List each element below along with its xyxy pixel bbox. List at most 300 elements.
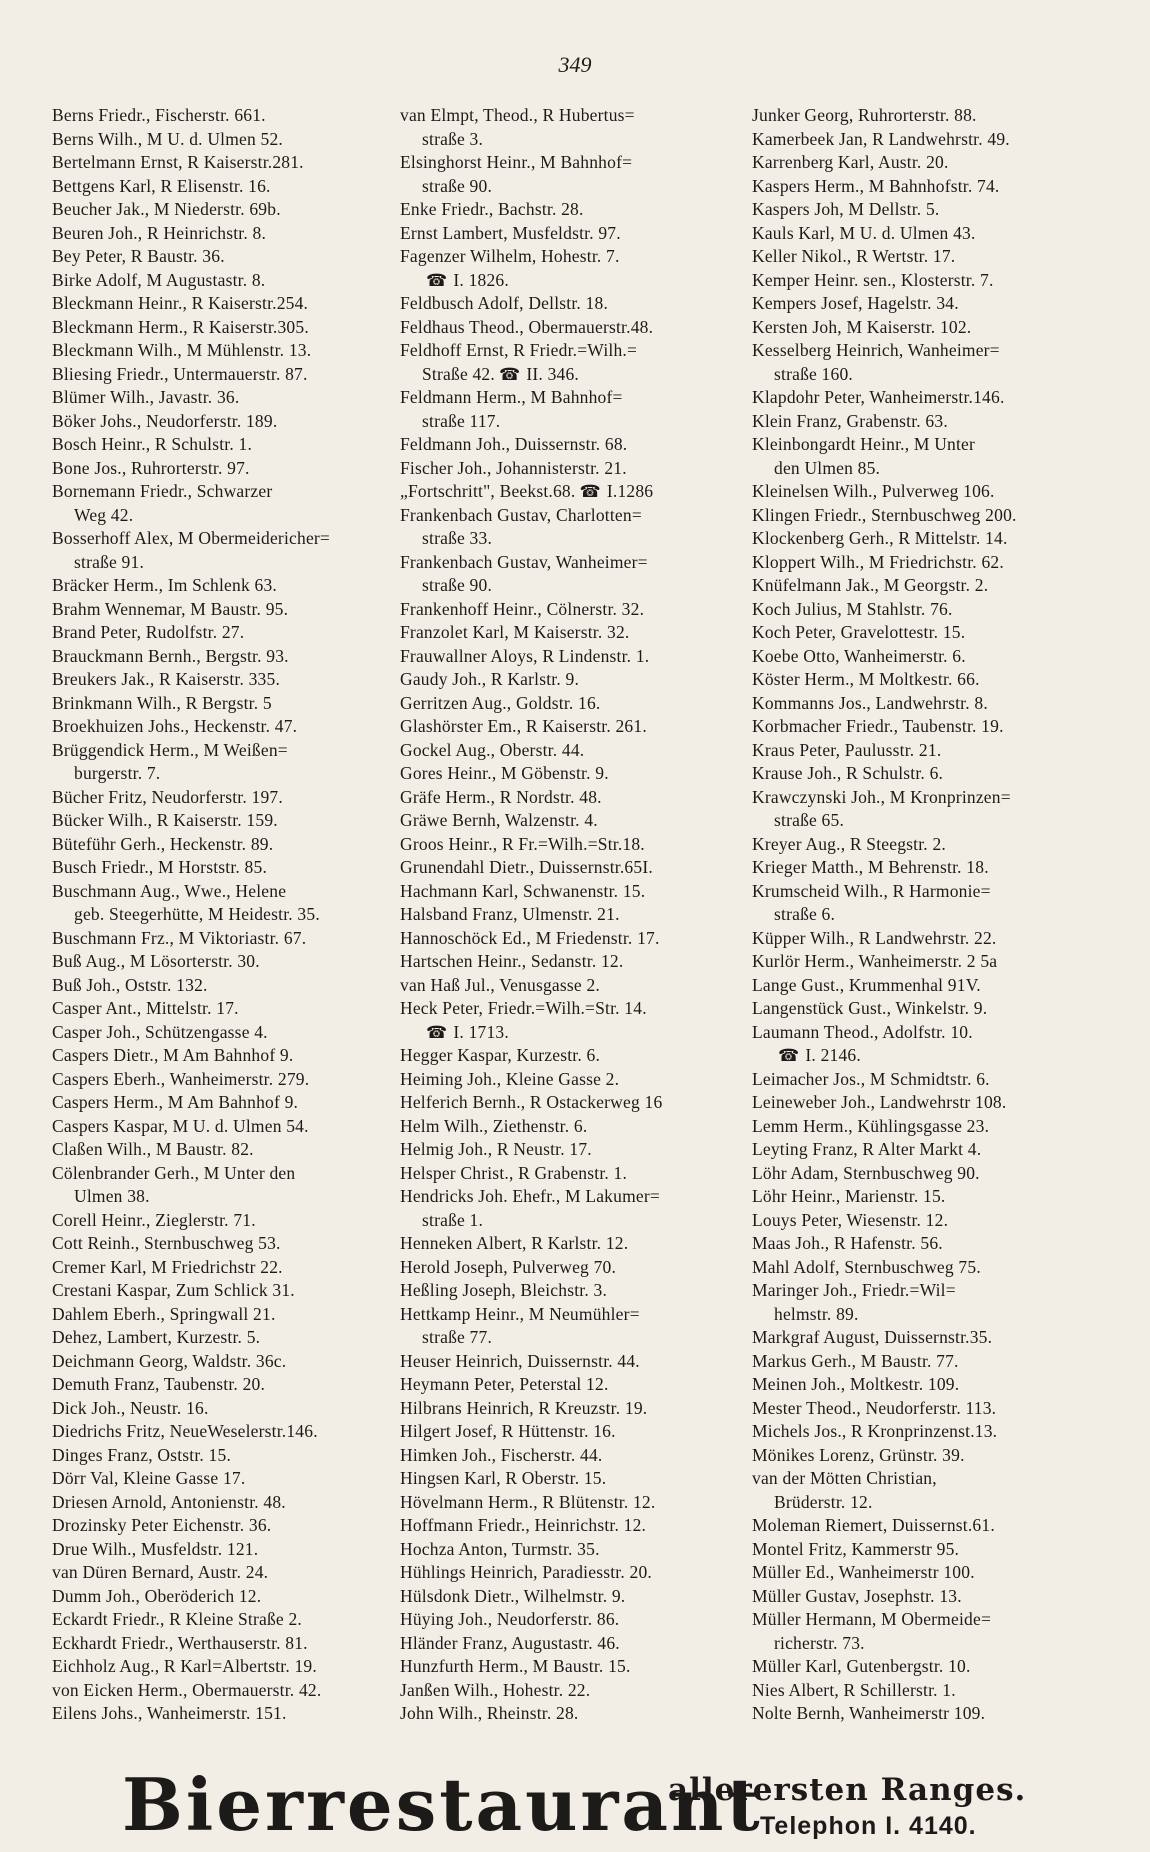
entry-text: Diedrichs Fritz, NeueWeselerstr.146.: [52, 1421, 318, 1441]
directory-entry: [52, 927, 404, 951]
entry-text: Buß Aug., M Lösorterstr. 30.: [52, 951, 260, 971]
entry-text: Köster Herm., M Moltkestr. 66.: [752, 669, 980, 689]
entry-text: Kesselberg Heinrich, Wanheimer=: [752, 340, 1000, 360]
directory-entry: [52, 1444, 404, 1468]
directory-entry: [752, 762, 1104, 786]
directory-entry: [52, 1467, 404, 1491]
page-number: 349: [558, 52, 592, 77]
directory-entry-continuation: [52, 903, 404, 927]
entry-text: Hartschen Heinr., Sedanstr. 12.: [400, 951, 624, 971]
entry-text: Caspers Herm., M Am Bahnhof 9.: [52, 1092, 299, 1112]
entry-text: Kempers Josef, Hagelstr. 34.: [752, 293, 959, 313]
entry-text: Büteführ Gerh., Heckenstr. 89.: [52, 833, 274, 854]
entry-text: Brand Peter, Rudolfstr. 27.: [52, 622, 245, 642]
telephone-number: I. 1826.: [453, 269, 509, 290]
directory-entry: [752, 527, 1104, 551]
directory-entry-continuation: [52, 551, 404, 575]
directory-entry: [752, 339, 1104, 363]
telephone-number: II. 346.: [526, 363, 579, 384]
directory-entry-continuation: [400, 527, 752, 551]
entry-text: Bosserhoff Alex, M Obermeidericher=: [52, 528, 331, 548]
entry-text: Markgraf August, Duissernstr.35.: [752, 1327, 993, 1347]
ad-telephone: Telephon I. 4140.: [760, 1812, 977, 1840]
directory-entry: [752, 668, 1104, 692]
directory-entry: [400, 504, 752, 528]
directory-entry: [52, 1538, 404, 1562]
directory-entry: [752, 715, 1104, 739]
directory-entry: [752, 292, 1104, 316]
entry-text: Mester Theod., Neudorferstr. 113.: [752, 1397, 997, 1418]
entry-text: Laumann Theod., Adolfstr. 10.: [752, 1021, 973, 1042]
directory-entry: [52, 786, 404, 810]
directory-entry-continuation: [400, 128, 752, 152]
directory-entry: [752, 175, 1104, 199]
entry-text: Klingen Friedr., Sternbuschweg 200.: [752, 504, 1017, 525]
directory-entry: [752, 1044, 1104, 1068]
directory-entry: [752, 574, 1104, 598]
entry-text: Driesen Arnold, Antonienstr. 48.: [52, 1491, 286, 1512]
directory-entry: [752, 245, 1104, 269]
directory-entry: [52, 245, 404, 269]
directory-entry: [752, 1091, 1104, 1115]
directory-entry: [400, 1514, 752, 1538]
directory-entry: [52, 856, 404, 880]
entry-text: Dörr Val, Kleine Gasse 17.: [52, 1468, 246, 1488]
directory-entry: [400, 950, 752, 974]
entry-text: Mönikes Lorenz, Grünstr. 39.: [752, 1444, 965, 1465]
entry-text: straße 1.: [422, 1209, 484, 1230]
entry-text: van Haß Jul., Venusgasse 2.: [400, 974, 600, 995]
entry-text: Moleman Riemert, Duissernst.61.: [752, 1515, 995, 1535]
entry-text: Hländer Franz, Augustastr. 46.: [400, 1632, 620, 1653]
directory-entry: [52, 480, 404, 504]
entry-text: Deichmann Georg, Waldstr. 36c.: [52, 1350, 287, 1371]
entry-text: Casper Joh., Schützengasse 4.: [52, 1021, 268, 1042]
directory-entry: [400, 1585, 752, 1609]
directory-entry: [752, 198, 1104, 222]
entry-text: Gräwe Bernh, Walzenstr. 4.: [400, 810, 598, 830]
directory-entry: [52, 457, 404, 481]
directory-entry: [52, 880, 404, 904]
entry-text: Montel Fritz, Kammerstr 95.: [752, 1538, 960, 1559]
directory-entry: [400, 1232, 752, 1256]
entry-text: Keller Nikol., R Wertstr. 17.: [752, 246, 956, 266]
entry-text: Knüfelmann Jak., M Georgstr. 2.: [752, 575, 989, 595]
directory-entry: [52, 175, 404, 199]
directory-entry: [52, 1303, 404, 1327]
directory-entry: [52, 1679, 404, 1703]
directory-entry: [752, 1232, 1104, 1256]
entry-text: Kamerbeek Jan, R Landwehrstr. 49.: [752, 128, 1010, 149]
directory-entry: [52, 1162, 404, 1186]
ad-tagline: allerersten Ranges.: [668, 1772, 1027, 1808]
directory-entry: [400, 1115, 752, 1139]
entry-text: Gores Heinr., M Göbenstr. 9.: [400, 763, 609, 783]
directory-entry: [400, 198, 752, 222]
entry-text: Mahl Adolf, Sternbuschweg 75.: [752, 1256, 981, 1277]
directory-entry: [52, 1585, 404, 1609]
entry-text: Dehez, Lambert, Kurzestr. 5.: [52, 1327, 261, 1347]
entry-text: geb. Steegerhütte, M Heidestr. 35.: [74, 904, 320, 924]
entry-text: Helmig Joh., R Neustr. 17.: [400, 1139, 592, 1159]
directory-entry: [52, 363, 404, 387]
directory-entry: [400, 692, 752, 716]
directory-entry: [400, 1044, 752, 1068]
entry-text: Breukers Jak., R Kaiserstr. 335.: [52, 669, 281, 689]
directory-entry: [400, 151, 752, 175]
directory-entry: [52, 809, 404, 833]
directory-entry: [400, 997, 752, 1021]
entry-text: Bornemann Friedr., Schwarzer: [52, 481, 273, 501]
entry-text: straße 3.: [422, 128, 484, 149]
directory-entry: [400, 1303, 752, 1327]
directory-entry: [752, 1115, 1104, 1139]
entry-text: Brüderstr. 12.: [774, 1491, 873, 1512]
entry-text: Krause Joh., R Schulstr. 6.: [752, 763, 944, 783]
entry-text: Kleinbongardt Heinr., M Unter: [752, 434, 976, 454]
entry-text: Demuth Franz, Taubenstr. 20.: [52, 1374, 266, 1394]
entry-text: Drue Wilh., Musfeldstr. 121.: [52, 1538, 259, 1559]
directory-entry: [752, 480, 1104, 504]
entry-text: Heuser Heinrich, Duissernstr. 44.: [400, 1350, 640, 1371]
telephone-icon: ☎: [498, 364, 521, 384]
directory-entry: [52, 715, 404, 739]
directory-entry: [752, 433, 1104, 457]
directory-entry: [52, 104, 404, 128]
directory-entry: [52, 527, 404, 551]
directory-entry: [752, 1514, 1104, 1538]
directory-entry: [52, 198, 404, 222]
entry-text: Weg 42.: [74, 504, 134, 525]
entry-text: Halsband Franz, Ulmenstr. 21.: [400, 904, 620, 924]
entry-text: Karrenberg Karl, Austr. 20.: [752, 152, 949, 172]
entry-text: Hilgert Josef, R Hüttenstr. 16.: [400, 1421, 616, 1441]
entry-text: Corell Heinr., Zieglerstr. 71.: [52, 1209, 256, 1230]
entry-text: helmstr. 89.: [774, 1303, 859, 1324]
directory-entry: [400, 1679, 752, 1703]
entry-text: Crestani Kaspar, Zum Schlick 31.: [52, 1280, 295, 1300]
entry-text: Fischer Joh., Johannisterstr. 21.: [400, 457, 627, 478]
directory-entry: [52, 574, 404, 598]
entry-text: Hilbrans Heinrich, R Kreuzstr. 19.: [400, 1397, 648, 1418]
directory-entry: [52, 1561, 404, 1585]
directory-entry: [400, 269, 752, 293]
entry-text: straße 117.: [422, 410, 501, 431]
directory-entry: [400, 386, 752, 410]
entry-text: Frankenbach Gustav, Charlotten=: [400, 504, 642, 525]
directory-entry: [752, 1420, 1104, 1444]
directory-entry: [52, 1256, 404, 1280]
directory-entry-continuation: [400, 175, 752, 199]
telephone-number: I. 1713.: [453, 1021, 509, 1042]
entry-text: Brinkmann Wilh., R Bergstr. 5: [52, 692, 272, 713]
directory-entry: [52, 292, 404, 316]
directory-entry: [400, 1162, 752, 1186]
entry-text: straße 6.: [774, 904, 836, 924]
directory-entry: [52, 739, 404, 763]
entry-text: Dahlem Eberh., Springwall 21.: [52, 1303, 276, 1324]
directory-entry: [52, 316, 404, 340]
entry-text: Klein Franz, Grabenstr. 63.: [752, 410, 948, 431]
entry-text: Bräcker Herm., Im Schlenk 63.: [52, 575, 277, 595]
directory-entry: [752, 1162, 1104, 1186]
entry-text: Kurlör Herm., Wanheimerstr. 2 5a: [752, 951, 998, 971]
entry-text: Glashörster Em., R Kaiserstr. 261.: [400, 716, 647, 736]
entry-text: Maas Joh., R Hafenstr. 56.: [752, 1233, 943, 1253]
directory-entry: [752, 1702, 1104, 1726]
directory-entry: [52, 974, 404, 998]
entry-text: Junker Georg, Ruhrorterstr. 88.: [752, 105, 977, 125]
entry-text: Eilens Johs., Wanheimerstr. 151.: [52, 1703, 287, 1723]
entry-text: straße 160.: [774, 363, 853, 384]
entry-text: Grunendahl Dietr., Duissernstr.65I.: [400, 857, 653, 877]
directory-entry-continuation: [752, 1303, 1104, 1327]
entry-text: Straße 42.: [422, 363, 495, 384]
entry-text: Broekhuizen Johs., Heckenstr. 47.: [52, 716, 298, 736]
entry-text: Müller Karl, Gutenbergstr. 10.: [752, 1656, 971, 1676]
entry-text: Eckardt Friedr., R Kleine Straße 2.: [52, 1609, 302, 1629]
directory-entry: [400, 1021, 752, 1045]
directory-entry: [752, 1185, 1104, 1209]
directory-entry: [52, 1655, 404, 1679]
directory-entry: [400, 621, 752, 645]
directory-entry: [400, 856, 752, 880]
directory-entry: [52, 1279, 404, 1303]
entry-text: Hannoschöck Ed., M Friedenstr. 17.: [400, 927, 660, 948]
directory-entry: [52, 433, 404, 457]
directory-entry: [752, 856, 1104, 880]
entry-text: richerstr. 73.: [774, 1632, 865, 1653]
entry-text: straße 90.: [422, 575, 493, 595]
entry-text: „Fortschritt", Beekst.68.: [400, 481, 576, 501]
entry-text: Bleckmann Herm., R Kaiserstr.305.: [52, 316, 309, 337]
directory-entry: [400, 1632, 752, 1656]
directory-entry-continuation: [752, 809, 1104, 833]
directory-entry: [52, 1420, 404, 1444]
directory-entry: [400, 1655, 752, 1679]
entry-text: Kersten Joh, M Kaiserstr. 102.: [752, 316, 972, 337]
directory-entry: [752, 692, 1104, 716]
directory-entry: [752, 786, 1104, 810]
entry-text: Löhr Adam, Sternbuschweg 90.: [752, 1162, 980, 1183]
entry-text: Hingsen Karl, R Oberstr. 15.: [400, 1468, 607, 1488]
entry-text: Kemper Heinr. sen., Klosterstr. 7.: [752, 269, 994, 290]
directory-entry: [752, 151, 1104, 175]
entry-text: den Ulmen 85.: [774, 457, 881, 478]
entry-text: Caspers Eberh., Wanheimerstr. 279.: [52, 1068, 310, 1089]
directory-entry: [52, 645, 404, 669]
entry-text: Hüying Joh., Neudorferstr. 86.: [400, 1609, 620, 1629]
entry-text: Hettkamp Heinr., M Neumühler=: [400, 1303, 640, 1324]
directory-entry: [752, 1256, 1104, 1280]
telephone-icon: ☎: [426, 1022, 448, 1042]
entry-text: Koebe Otto, Wanheimerstr. 6.: [752, 645, 966, 666]
entry-text: Cölenbrander Gerh., M Unter den: [52, 1162, 296, 1183]
directory-entry: [52, 1232, 404, 1256]
directory-entry: [752, 1397, 1104, 1421]
entry-text: Bücker Wilh., R Kaiserstr. 159.: [52, 810, 278, 830]
directory-entry-continuation: [52, 504, 404, 528]
entry-text: Eckhardt Friedr., Werthauserstr. 81.: [52, 1632, 308, 1653]
directory-entry: [400, 1350, 752, 1374]
entry-text: Böker Johs., Neudorferstr. 189.: [52, 410, 278, 431]
directory-entry: [752, 1373, 1104, 1397]
directory-entry: [752, 997, 1104, 1021]
advertisement: [0, 1760, 1150, 1852]
entry-text: Michels Jos., R Kronprinzenst.13.: [752, 1421, 998, 1441]
entry-text: Cremer Karl, M Friedrichstr 22.: [52, 1256, 283, 1277]
entry-text: Feldmann Joh., Duissernstr. 68.: [400, 434, 628, 454]
entry-text: Hunzfurth Herm., M Baustr. 15.: [400, 1656, 631, 1676]
directory-entry: [52, 1350, 404, 1374]
directory-entry: [400, 645, 752, 669]
directory-entry: [52, 668, 404, 692]
entry-text: Casper Ant., Mittelstr. 17.: [52, 998, 239, 1018]
entry-text: Caspers Kaspar, M U. d. Ulmen 54.: [52, 1115, 309, 1136]
entry-text: Hoffmann Friedr., Heinrichstr. 12.: [400, 1515, 647, 1535]
entry-text: Helsper Christ., R Grabenstr. 1.: [400, 1162, 628, 1183]
directory-entry: [400, 1608, 752, 1632]
entry-text: Dick Joh., Neustr. 16.: [52, 1397, 209, 1418]
directory-entry: [400, 739, 752, 763]
entry-text: Feldhaus Theod., Obermauerstr.48.: [400, 316, 654, 337]
entry-text: von Eicken Herm., Obermauerstr. 42.: [52, 1679, 322, 1700]
entry-text: Herold Joseph, Pulverweg 70.: [400, 1256, 617, 1277]
entry-text: Himken Joh., Fischerstr. 44.: [400, 1444, 603, 1465]
entry-text: Koch Peter, Gravelottestr. 15.: [752, 622, 966, 642]
entry-text: Kaspers Herm., M Bahnhofstr. 74.: [752, 175, 1000, 196]
entry-text: Birke Adolf, M Augustastr. 8.: [52, 269, 266, 290]
directory-entry: [752, 128, 1104, 152]
directory-entry: [52, 1397, 404, 1421]
directory-entry: [52, 269, 404, 293]
entry-text: Helferich Bernh., R Ostackerweg 16: [400, 1092, 663, 1112]
entry-text: Krieger Matth., M Behrenstr. 18.: [752, 857, 989, 877]
directory-entry: [400, 809, 752, 833]
directory-entry-continuation: [752, 363, 1104, 387]
directory-entry: [752, 269, 1104, 293]
directory-entry: [400, 457, 752, 481]
entry-text: Fagenzer Wilhelm, Hohestr. 7.: [400, 246, 620, 266]
directory-entry: [752, 316, 1104, 340]
entry-text: Eichholz Aug., R Karl=Albertstr. 19.: [52, 1656, 317, 1676]
entry-text: Heßling Joseph, Bleichstr. 3.: [400, 1280, 608, 1300]
entry-text: Kreyer Aug., R Steegstr. 2.: [752, 833, 946, 854]
entry-text: Berns Wilh., M U. d. Ulmen 52.: [52, 128, 284, 149]
entry-text: Gockel Aug., Oberstr. 44.: [400, 739, 585, 760]
entry-text: Ulmen 38.: [74, 1186, 150, 1206]
entry-text: Kaspers Joh, M Dellstr. 5.: [752, 199, 940, 219]
directory-entry-continuation: [752, 1632, 1104, 1656]
directory-entry: [400, 292, 752, 316]
directory-entry: [752, 598, 1104, 622]
entry-text: Lange Gust., Krummenhal 91V.: [752, 974, 981, 995]
directory-entry: [52, 1326, 404, 1350]
directory-entry: [52, 1632, 404, 1656]
entry-text: Hegger Kaspar, Kurzestr. 6.: [400, 1045, 601, 1065]
entry-text: Elsinghorst Heinr., M Bahnhof=: [400, 152, 633, 172]
directory-entry: [752, 1138, 1104, 1162]
directory-entry: [752, 551, 1104, 575]
directory-entry: [752, 1444, 1104, 1468]
directory-entry: [52, 1491, 404, 1515]
directory-entry: [400, 1185, 752, 1209]
directory-column-1: [52, 104, 404, 1726]
entry-text: Louys Peter, Wiesenstr. 12.: [752, 1209, 949, 1230]
entry-text: Kloppert Wilh., M Friedrichstr. 62.: [752, 551, 1004, 572]
directory-entry: [752, 1326, 1104, 1350]
directory-entry: [400, 1397, 752, 1421]
entry-text: John Wilh., Rheinstr. 28.: [400, 1703, 579, 1723]
directory-entry: [400, 316, 752, 340]
entry-text: Frankenhoff Heinr., Cölnerstr. 32.: [400, 598, 645, 619]
entry-text: Janßen Wilh., Hohestr. 22.: [400, 1679, 591, 1700]
directory-entry: [400, 833, 752, 857]
entry-text: Buschmann Frz., M Viktoriastr. 67.: [52, 927, 307, 948]
entry-text: Korbmacher Friedr., Taubenstr. 19.: [752, 716, 1004, 736]
entry-text: Busch Friedr., M Horststr. 85.: [52, 857, 268, 877]
entry-text: burgerstr. 7.: [74, 763, 161, 783]
entry-text: Klockenberg Gerh., R Mittelstr. 14.: [752, 528, 1008, 548]
entry-text: Löhr Heinr., Marienstr. 15.: [752, 1186, 946, 1206]
directory-entry: [752, 927, 1104, 951]
telephone-icon: ☎: [778, 1046, 800, 1065]
entry-text: Bücher Fritz, Neudorferstr. 197.: [52, 786, 283, 807]
directory-entry-continuation: [400, 1209, 752, 1233]
entry-text: Koch Julius, M Stahlstr. 76.: [752, 598, 953, 619]
entry-text: van Düren Bernard, Austr. 24.: [52, 1562, 269, 1582]
directory-entry-continuation: [400, 410, 752, 434]
directory-entry: [400, 1091, 752, 1115]
ad-restaurant-name: Bierrestaurant: [122, 1762, 763, 1847]
directory-entry: [52, 1021, 404, 1045]
directory-entry: [52, 1091, 404, 1115]
entry-text: Ernst Lambert, Musfeldstr. 97.: [400, 222, 621, 243]
entry-text: Langenstück Gust., Winkelstr. 9.: [752, 998, 988, 1018]
entry-text: Helm Wilh., Ziethenstr. 6.: [400, 1115, 588, 1136]
directory-entry: [52, 339, 404, 363]
telephone-number: I. 2146.: [805, 1045, 861, 1065]
entry-text: Bertelmann Ernst, R Kaiserstr.281.: [52, 152, 304, 172]
entry-text: Feldhoff Ernst, R Friedr.=Wilh.=: [400, 340, 638, 360]
directory-entry: [400, 1279, 752, 1303]
entry-text: straße 90.: [422, 175, 493, 196]
entry-text: Dumm Joh., Oberöderich 12.: [52, 1585, 262, 1606]
directory-entry: [52, 222, 404, 246]
directory-entry: [52, 621, 404, 645]
entry-text: Brauckmann Bernh., Bergstr. 93.: [52, 645, 289, 666]
directory-entry: [752, 1021, 1104, 1045]
entry-text: Blümer Wilh., Javastr. 36.: [52, 387, 240, 407]
directory-entry: [52, 151, 404, 175]
directory-entry-continuation: [400, 574, 752, 598]
entry-text: Heymann Peter, Peterstal 12.: [400, 1374, 609, 1394]
directory-entry: [752, 833, 1104, 857]
directory-entry: [752, 1655, 1104, 1679]
entry-text: Frauwallner Aloys, R Lindenstr. 1.: [400, 645, 650, 666]
entry-text: Bleckmann Heinr., R Kaiserstr.254.: [52, 293, 309, 313]
directory-entry: [52, 598, 404, 622]
directory-entry-continuation: [400, 363, 752, 387]
directory-entry: [752, 1350, 1104, 1374]
directory-entry: [752, 1561, 1104, 1585]
directory-entry: [752, 880, 1104, 904]
entry-text: Frankenbach Gustav, Wanheimer=: [400, 551, 648, 572]
directory-entry: [752, 504, 1104, 528]
entry-text: Leineweber Joh., Landwehrstr 108.: [752, 1092, 1007, 1112]
directory-entry: [52, 1138, 404, 1162]
entry-text: van Elmpt, Theod., R Hubertus=: [400, 105, 635, 125]
